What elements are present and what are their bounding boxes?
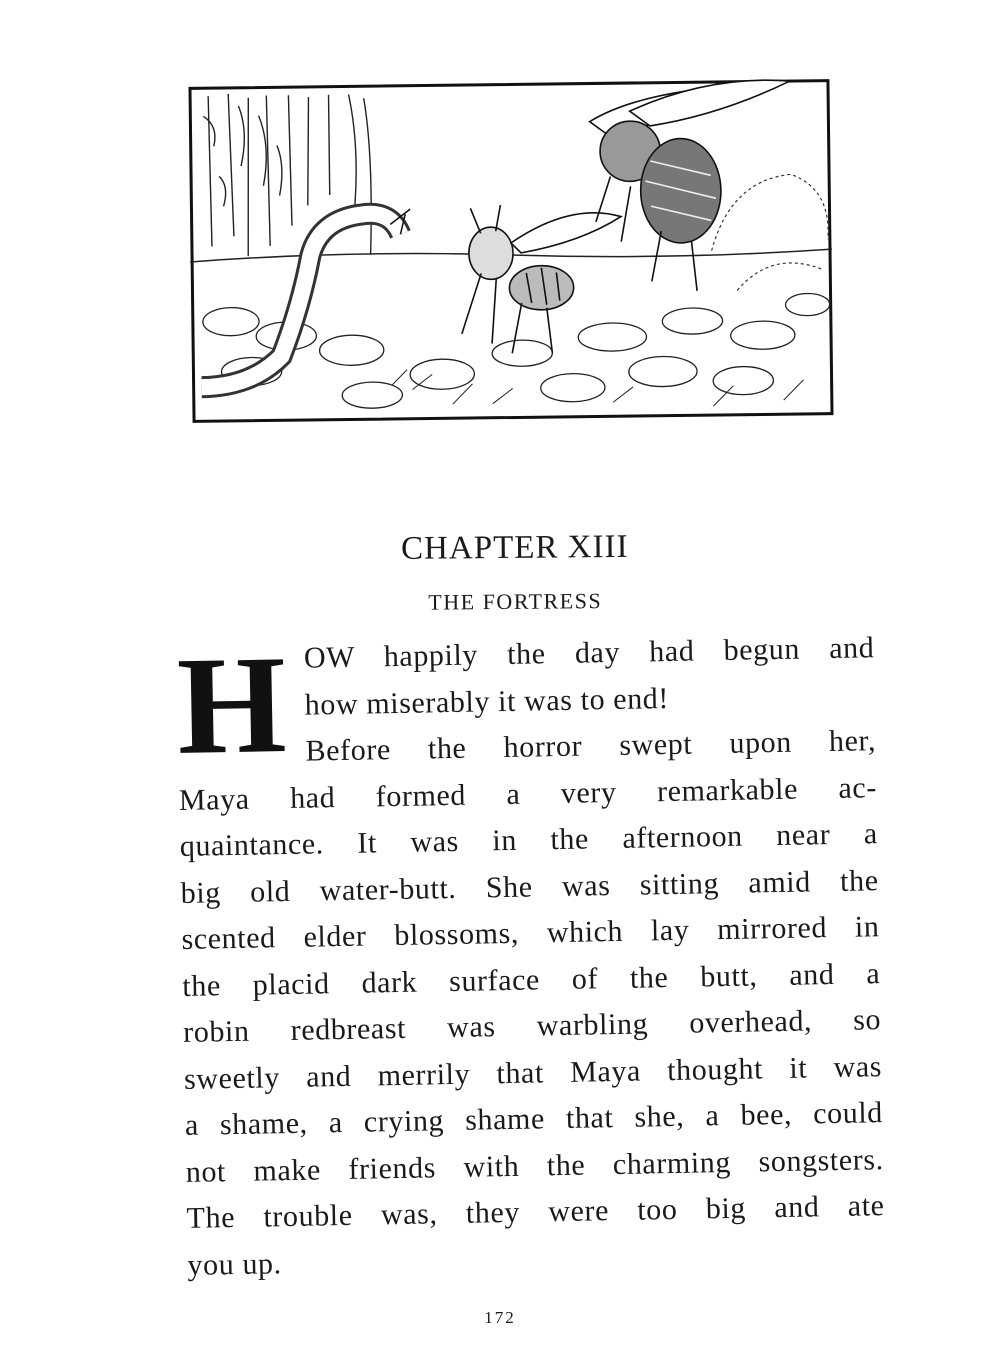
text-line: robin redbreast was warbling overhead, so	[182, 1003, 882, 1049]
text-line: how miserably it was to end!	[304, 681, 670, 722]
chapter-subtitle: THE FORTRESS	[428, 588, 603, 615]
text-line: the placid dark surface of the butt, and a	[182, 956, 881, 1003]
text-line: scented elder blossoms, which lay mirrored in	[181, 910, 880, 956]
chapter-body	[176, 625, 886, 1289]
text-line: not make friends with the charming songsters.	[185, 1142, 884, 1189]
text-line: OW happily the day had begun and	[303, 631, 875, 675]
text-line: sweetly and merrily that Maya thought it was	[183, 1049, 883, 1096]
chapter-heading	[0, 526, 1000, 620]
drop-cap: H	[175, 626, 289, 784]
paragraph-2	[178, 718, 886, 1289]
text-line: big old water-butt. She was sitting amid the	[180, 863, 879, 910]
text-line: a shame, a crying shame that she, a bee, could	[184, 1096, 884, 1142]
page-number: 172	[484, 1308, 516, 1327]
text-line: The trouble was, they were too big and ate	[186, 1189, 885, 1235]
chapter-illustration	[188, 78, 834, 424]
text-line: Maya had formed a very remarkable ac-	[178, 770, 878, 817]
text-line: you up.	[187, 1246, 282, 1282]
text-line: quaintance. It was in the afternoon near a	[179, 817, 879, 863]
bees-and-centipede-icon	[188, 78, 834, 424]
chapter-title: CHAPTER XIII	[400, 528, 629, 567]
text-line: Before the horror swept upon her,	[305, 724, 877, 768]
